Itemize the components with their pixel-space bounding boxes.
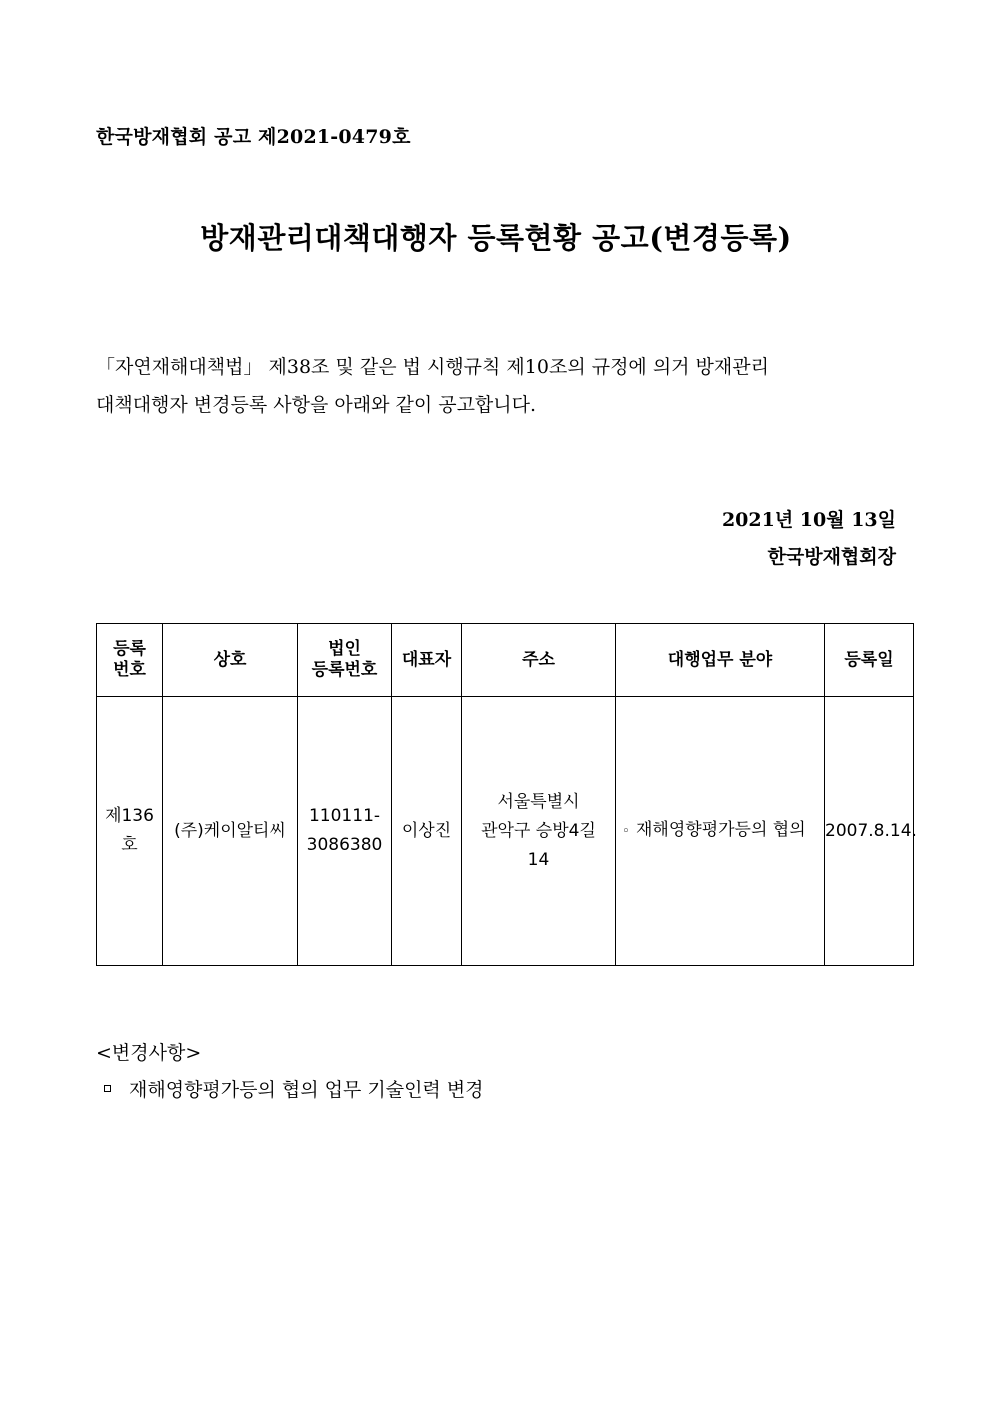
table-row <box>97 697 914 966</box>
registration-table <box>96 623 917 966</box>
list-item: 재해영향평가등의 협의 업무 기술인력 변경 <box>96 1075 484 1102</box>
circle-bullet-icon: ◦ <box>622 824 630 839</box>
cell-reg-no: 제136호 <box>97 697 163 966</box>
cell-fields <box>616 697 825 966</box>
notice-date: 2021년 10월 13일 <box>721 509 896 531</box>
cell-representative: 이상진 <box>392 697 462 966</box>
cell-reg-date: 2007.8.14. <box>825 697 914 966</box>
header-reg-date: 등록일 <box>825 624 914 697</box>
cell-company: (주)케이알티씨 <box>163 697 298 966</box>
body-line: 「자연재해대책법」 제38조 및 같은 법 시행규칙 제10조의 규정에 의거 방재관리 <box>96 356 769 378</box>
header-representative: 대표자 <box>392 624 462 697</box>
cell-corp-no: 110111- 3086380 <box>298 697 392 966</box>
cell-address: 서울특별시 관악구 승방4길 14 <box>462 697 616 966</box>
header-reg-no: 등록 번호 <box>97 624 163 697</box>
document-title: 방재관리대책대행자 등록현황 공고(변경등록) <box>200 221 792 255</box>
notice-number: 한국방재협회 공고 제2021-0479호 <box>96 126 411 148</box>
body-line: 대책대행자 변경등록 사항을 아래와 같이 공고합니다. <box>96 394 537 416</box>
field-item: ◦ 재해영향평가등의 협의 <box>622 818 824 844</box>
header-corp-no: 법인 등록번호 <box>298 624 392 697</box>
body-paragraph <box>96 348 896 424</box>
issuer-name: 한국방재협회장 <box>767 546 896 568</box>
table-header-row <box>97 624 914 697</box>
header-fields: 대행업무 분야 <box>616 624 825 697</box>
changes-heading: <변경사항> <box>96 1042 202 1064</box>
header-company: 상호 <box>163 624 298 697</box>
changes-list <box>96 1075 484 1102</box>
square-bullet-icon <box>104 1085 111 1092</box>
header-address: 주소 <box>462 624 616 697</box>
